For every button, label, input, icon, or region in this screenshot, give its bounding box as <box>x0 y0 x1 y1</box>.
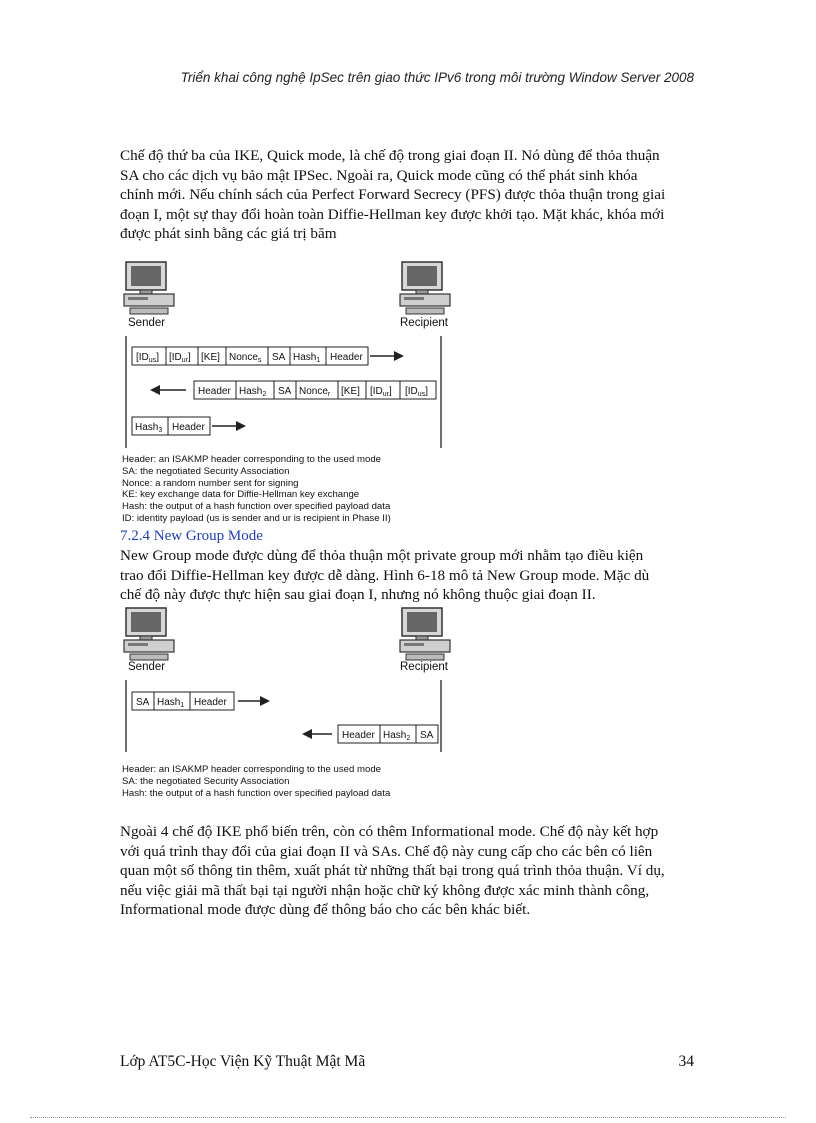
sender-computer-icon <box>124 262 174 314</box>
paragraph-line: chế độ này được thực hiện sau giai đoạn I, nhưng nó không thuộc giai đoạn II. <box>120 586 596 603</box>
recipient-label: Recipient <box>400 317 448 329</box>
payload-label: Header <box>198 386 231 397</box>
legend-line: Nonce: a random number sent for signing <box>122 477 299 489</box>
section-heading: 7.2.4 New Group Mode <box>120 528 263 544</box>
quick-mode-figure <box>118 258 458 528</box>
paragraph-line: với quá trình thay đổi của giai đoạn II và SAs. Chế độ này cung cấp cho các bên có liên <box>120 842 653 860</box>
payload-label: SA <box>272 352 286 363</box>
recipient-computer-icon <box>400 608 450 660</box>
new-group-diagram <box>118 604 458 804</box>
paragraph-line: chính mới. Nếu chính sách của Perfect Forward Secrecy (PFS) được thỏa thuận trong giai <box>120 186 666 203</box>
paragraph-line: Informational mode được dùng để thông báo cho các bên khác biết. <box>120 901 531 918</box>
paragraph-line: được phát sinh bằng các giá trị băm <box>120 225 337 242</box>
paragraph-line: đoạn I, một sự thay đổi hoàn toàn Diffie-Hellman key được khởi tạo. Mặt khác, khóa mới <box>120 205 665 223</box>
arrow-head <box>394 351 404 361</box>
legend-line: KE: key exchange data for Diffie-Hellman key exchange <box>122 489 360 501</box>
payload-label: [KE] <box>341 386 360 397</box>
arrow-head <box>236 421 246 431</box>
legend-line: Header: an ISAKMP header corresponding to the used mode <box>122 454 382 465</box>
footer-class-label: Lớp AT5C-Học Viện Kỹ Thuật Mật Mã <box>120 1053 366 1070</box>
arrow-head <box>302 729 312 739</box>
running-header: Triển khai công nghệ IpSec trên giao thức IPv6 trong môi trường Window Server 2008 <box>180 70 694 85</box>
payload-label: Nonce$_s$ <box>229 352 262 364</box>
payload-label: $[ID_{ur}]$ <box>169 352 191 364</box>
payload-label: SA <box>420 730 434 741</box>
payload-label: Hash$_3$ <box>135 422 163 434</box>
payload-label: Header <box>342 730 375 741</box>
payload-label: Header <box>330 352 363 363</box>
paragraph-line: quan một số thông tin thêm, xuất phát từ những thất bại trong quá trình thỏa thuận. Ví dụ, <box>120 862 665 879</box>
new-group-legend <box>122 764 452 799</box>
paragraph-line: Chế độ thứ ba của IKE, Quick mode, là chế độ trong giai đoạn II. Nó dùng để thỏa thuận <box>120 147 660 164</box>
payload-label: SA <box>278 386 292 397</box>
page-number: 34 <box>678 1053 694 1070</box>
payload-label: Header <box>194 697 227 708</box>
recipient-computer-icon <box>400 262 450 314</box>
payload-label: Hash$_2$ <box>239 386 267 398</box>
paragraph-line: New Group mode được dùng để thỏa thuận một private group mới nhằm tạo điều kiện <box>120 547 644 564</box>
payload-label: Nonce$_r$ <box>299 386 331 398</box>
sender-label: Sender <box>128 317 166 329</box>
paragraph-line: nếu việc giải mã thất bại tại người nhận hoặc chữ ký không được xác minh thành công, <box>120 881 650 899</box>
legend-line: SA: the negotiated Security Association <box>122 775 290 787</box>
page-bottom-divider <box>30 1117 786 1118</box>
sender-label: Sender <box>128 661 166 673</box>
legend-line: SA: the negotiated Security Association <box>122 465 290 477</box>
payload-label: Hash$_2$ <box>383 730 411 742</box>
paragraph-line: SA cho các dịch vụ bảo mật IPSec. Ngoài ra, Quick mode cũng có thể phát sinh khóa <box>120 166 638 184</box>
quick-mode-legend <box>122 454 452 525</box>
intro-paragraph <box>120 146 695 244</box>
arrow-head <box>150 385 160 395</box>
payload-label: SA <box>136 697 150 708</box>
recipient-label: Recipient <box>400 661 448 673</box>
paragraph-line: trao đổi Diffie-Hellman key được dễ dàng. Hình 6-18 mô tả New Group mode. Mặc dù <box>120 566 650 584</box>
sender-computer-icon <box>124 608 174 660</box>
closing-paragraph <box>120 822 695 920</box>
legend-line: Hash: the output of a hash function over specified payload data <box>122 787 391 799</box>
payload-label: Hash$_1$ <box>293 352 321 364</box>
arrow-head <box>260 696 270 706</box>
paragraph-line: Ngoài 4 chế độ IKE phổ biến trên, còn có thêm Informational mode. Chế độ này kết hợp <box>120 823 659 840</box>
legend-line: Header: an ISAKMP header corresponding to the used mode <box>122 764 382 775</box>
payload-label: [KE] <box>201 352 220 363</box>
new-group-paragraph <box>120 546 695 605</box>
legend-line: ID: identity payload (us is sender and ur is recipient in Phase II) <box>122 512 391 524</box>
payload-label: $[ID_{ur}]$ <box>370 386 392 398</box>
quick-mode-diagram <box>118 258 458 528</box>
payload-label: Header <box>172 422 205 433</box>
payload-label: Hash$_1$ <box>157 697 185 709</box>
payload-label: $[ID_{us}]$ <box>136 352 159 364</box>
new-group-figure <box>118 604 458 804</box>
legend-line: Hash: the output of a hash function over specified payload data <box>122 501 391 513</box>
payload-label: $[ID_{us}]$ <box>405 386 428 398</box>
